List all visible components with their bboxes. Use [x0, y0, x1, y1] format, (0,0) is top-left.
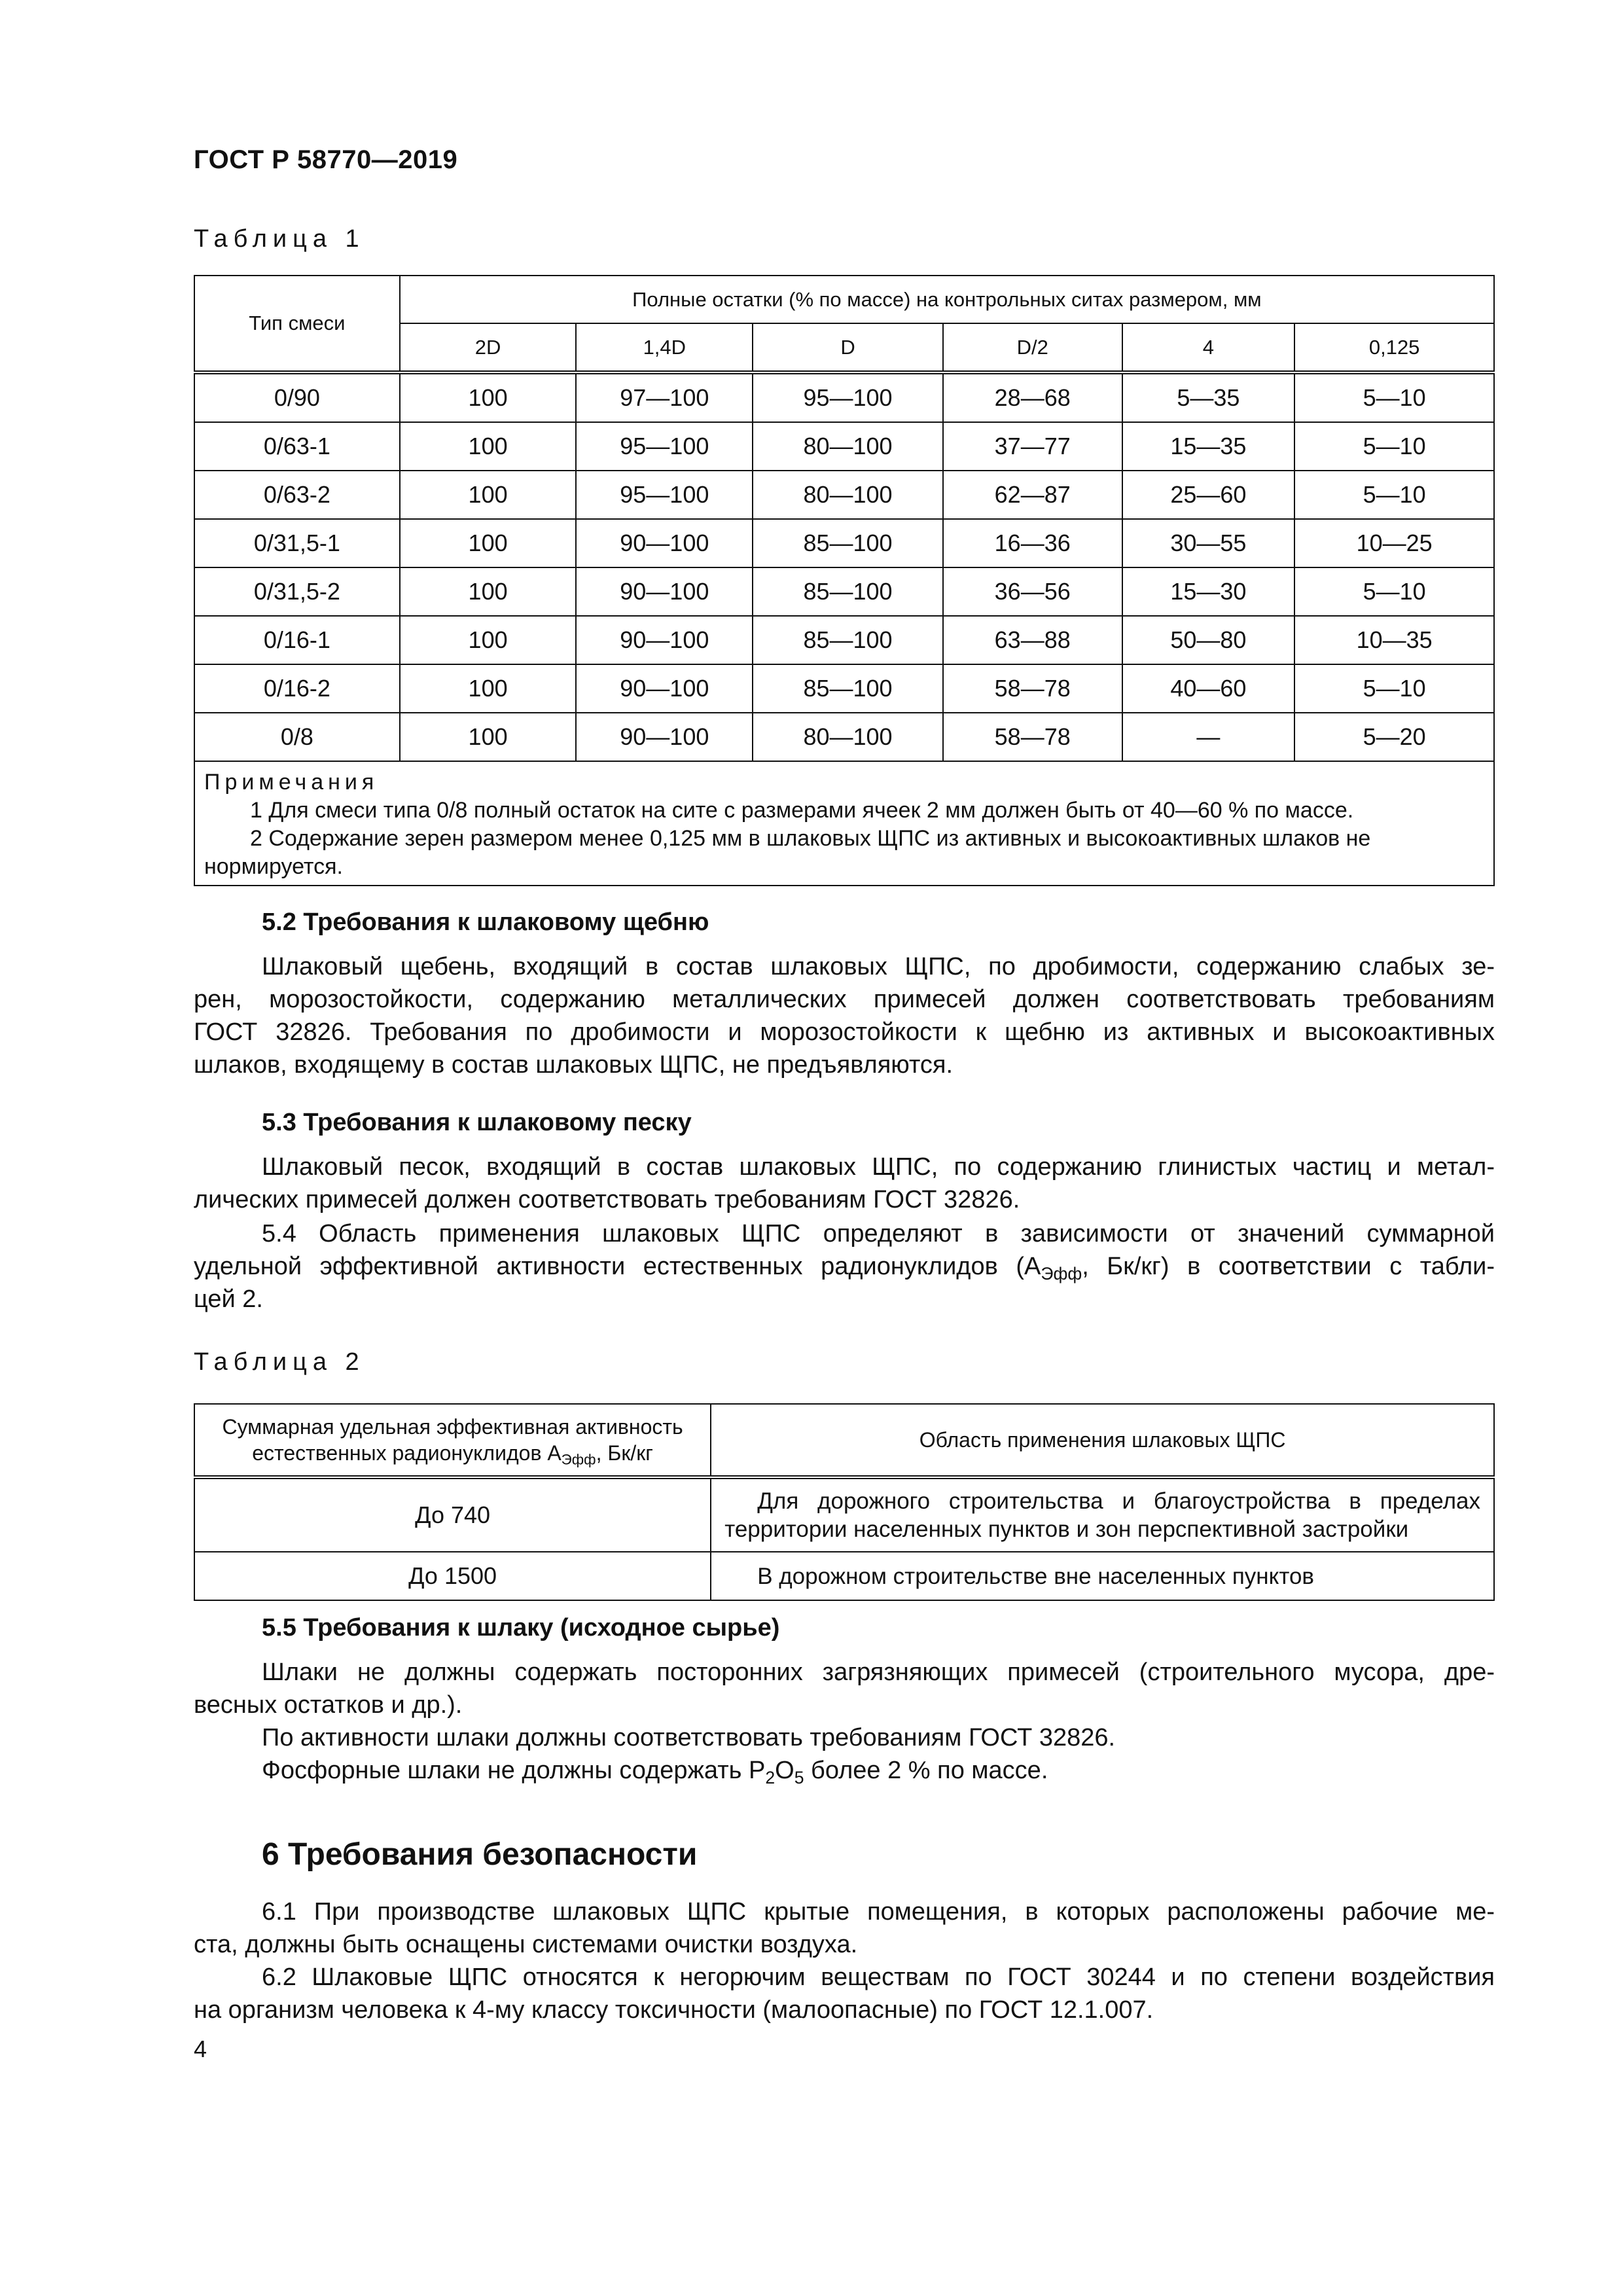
table-cell: 100: [400, 664, 577, 713]
paragraph-line: 5.4 Область применения шлаковых ЩПС определяют в зависимости от значений суммарной: [262, 1220, 1495, 1247]
table1-notes: [194, 761, 1494, 886]
table-cell-mix-type: 0/63-1: [194, 422, 400, 471]
paragraph-line: весных остатков и др.).: [194, 1691, 463, 1719]
table-cell: 30—55: [1122, 519, 1295, 567]
table-cell: 100: [400, 616, 577, 664]
col-header-application: Область применения шлаковых ЩПС: [711, 1404, 1494, 1477]
paragraph-line: Шлаковый песок, входящий в состав шлаковых ЩПС, по содержанию глинистых частиц и метал-: [262, 1153, 1495, 1181]
table-cell: 25—60: [1122, 471, 1295, 519]
table-cell-mix-type: 0/90: [194, 372, 400, 422]
table-cell-mix-type: 0/31,5-1: [194, 519, 400, 567]
table-cell-mix-type: 0/31,5-2: [194, 567, 400, 616]
table-row: [194, 519, 1494, 567]
table-cell: 80—100: [753, 713, 943, 761]
section-5-4-text: [194, 1217, 1495, 1316]
paragraph-line: на организм человека к 4-му классу токсичности (малоопасные) по ГОСТ 12.1.007.: [194, 1996, 1154, 2024]
table-row: [194, 422, 1494, 471]
table-cell: 97—100: [576, 372, 753, 422]
table-cell: 80—100: [753, 471, 943, 519]
paragraph-line: рен, морозостойкости, содержанию металлических примесей должен соответствовать требованиям: [194, 986, 1495, 1013]
table-cell: —: [1122, 713, 1295, 761]
table-cell: 5—10: [1294, 422, 1494, 471]
table-cell: 62—87: [943, 471, 1122, 519]
note-1: 1 Для смеси типа 0/8 полный остаток на сите с размерами ячеек 2 мм должен быть от 40—60 % по массе.: [250, 798, 1354, 823]
col-header-size: 2D: [400, 323, 577, 372]
section-5-5-text: [194, 1656, 1495, 1787]
table-cell: 100: [400, 422, 577, 471]
section-5-3-text: [194, 1151, 1495, 1216]
table-cell-activity: До 1500: [194, 1552, 711, 1600]
col-header-residues: Полные остатки (% по массе) на контрольных ситах размером, мм: [400, 276, 1494, 323]
col-header-size: 1,4D: [576, 323, 753, 372]
table-cell-mix-type: 0/8: [194, 713, 400, 761]
paragraph-line: лических примесей должен соответствовать требованиям ГОСТ 32826.: [194, 1186, 1020, 1213]
col-header-mix-type: Тип смеси: [194, 276, 400, 372]
paragraph-line: ГОСТ 32826. Требования по дробимости и морозостойкости к щебню из активных и высокоактивных: [194, 1018, 1495, 1046]
table-cell: 36—56: [943, 567, 1122, 616]
table-cell-mix-type: 0/16-1: [194, 616, 400, 664]
paragraph-line: Фосфорные шлаки не должны содержать $P_2O_5$ более 2 % по массе.: [262, 1757, 1048, 1787]
paragraph-line: 6.2 Шлаковые ЩПС относятся к негорючим веществам по ГОСТ 30244 и по степени воздействия: [262, 1964, 1495, 1991]
table-cell-application: Для дорожного строительства и благоустройства в пределах территории населенных пунктов и зон перспективной застройки: [711, 1477, 1494, 1552]
table-cell-application: В дорожном строительстве вне населенных пунктов: [711, 1552, 1494, 1600]
table-cell: 90—100: [576, 519, 753, 567]
table-cell: 50—80: [1122, 616, 1295, 664]
note-2-continued: нормируется.: [204, 854, 343, 879]
table-cell: 5—20: [1294, 713, 1494, 761]
table-cell: 90—100: [576, 664, 753, 713]
col-header-size: 0,125: [1294, 323, 1494, 372]
paragraph-line: ста, должны быть оснащены системами очистки воздуха.: [194, 1931, 858, 1958]
document-code: ГОСТ Р 58770—2019: [194, 145, 458, 174]
col-header-size: 4: [1122, 323, 1295, 372]
notes-title: Примечания: [204, 770, 379, 795]
table-cell: 5—10: [1294, 567, 1494, 616]
table-cell: 100: [400, 519, 577, 567]
table-cell: 16—36: [943, 519, 1122, 567]
table-row: [194, 471, 1494, 519]
table-cell: 95—100: [576, 422, 753, 471]
paragraph-line: Шлаковый щебень, входящий в состав шлаковых ЩПС, по дробимости, содержанию слабых зе-: [262, 953, 1495, 980]
section-6-title: 6 Требования безопасности: [262, 1837, 698, 1872]
table2-caption: Таблица 2: [194, 1348, 365, 1376]
paragraph-line: цей 2.: [194, 1285, 263, 1313]
table-cell: 15—35: [1122, 422, 1295, 471]
section-5-2-text: [194, 950, 1495, 1081]
table-row: [194, 713, 1494, 761]
section-6-text: [194, 1895, 1495, 2026]
table2: [194, 1403, 1495, 1601]
table-row: [194, 616, 1494, 664]
table-cell: 5—35: [1122, 372, 1295, 422]
table-cell: 28—68: [943, 372, 1122, 422]
table-cell: 37—77: [943, 422, 1122, 471]
table-cell: 58—78: [943, 713, 1122, 761]
table-cell-mix-type: 0/16-2: [194, 664, 400, 713]
table-cell-mix-type: 0/63-2: [194, 471, 400, 519]
paragraph-line: 6.1 При производстве шлаковых ЩПС крытые помещения, в которых расположены рабочие ме-: [262, 1898, 1495, 1926]
table-cell: 95—100: [753, 372, 943, 422]
table-cell: 90—100: [576, 713, 753, 761]
table-row: [194, 372, 1494, 422]
section-5-3-title: 5.3 Требования к шлаковому песку: [262, 1109, 692, 1136]
section-5-2-title: 5.2 Требования к шлаковому щебню: [262, 908, 709, 936]
col-header-activity: Суммарная удельная эффективная активность естественных радионуклидов $А_{Эфф}$, Бк/кг: [194, 1404, 711, 1477]
table-cell: 5—10: [1294, 471, 1494, 519]
section-5-5-title: 5.5 Требования к шлаку (исходное сырье): [262, 1614, 780, 1641]
col-header-size: D/2: [943, 323, 1122, 372]
table-cell: 85—100: [753, 616, 943, 664]
table-cell: 58—78: [943, 664, 1122, 713]
table-cell-activity: До 740: [194, 1477, 711, 1552]
table1-caption: Таблица 1: [194, 225, 365, 253]
table-cell: 40—60: [1122, 664, 1295, 713]
page-number: 4: [194, 2036, 207, 2062]
table-cell: 63—88: [943, 616, 1122, 664]
table-cell: 5—10: [1294, 372, 1494, 422]
table1: [194, 275, 1495, 886]
paragraph-line: удельной эффективной активности естественных радионуклидов ($А_{Эфф}$, Бк/кг) в соответствии с табли-: [194, 1253, 1495, 1283]
note-2: 2 Содержание зерен размером менее 0,125 мм в шлаковых ЩПС из активных и высокоактивных шлаков не: [250, 826, 1371, 851]
table-cell: 90—100: [576, 567, 753, 616]
table-cell: 100: [400, 567, 577, 616]
table-cell: 5—10: [1294, 664, 1494, 713]
table-cell: 85—100: [753, 567, 943, 616]
table-cell: 100: [400, 713, 577, 761]
table-cell: 90—100: [576, 616, 753, 664]
table-row: [194, 567, 1494, 616]
paragraph-line: шлаков, входящему в состав шлаковых ЩПС, не предъявляются.: [194, 1051, 954, 1079]
table-row: [194, 664, 1494, 713]
paragraph-line: По активности шлаки должны соответствовать требованиям ГОСТ 32826.: [262, 1724, 1116, 1751]
table-cell: 95—100: [576, 471, 753, 519]
table-cell: 10—35: [1294, 616, 1494, 664]
table-cell: 80—100: [753, 422, 943, 471]
table-cell: 100: [400, 372, 577, 422]
col-header-size: D: [753, 323, 943, 372]
table-cell: 15—30: [1122, 567, 1295, 616]
paragraph-line: Шлаки не должны содержать посторонних загрязняющих примесей (строительного мусора, дре-: [262, 1659, 1495, 1686]
table-cell: 100: [400, 471, 577, 519]
table-cell: 85—100: [753, 519, 943, 567]
table-cell: 85—100: [753, 664, 943, 713]
table-cell: 10—25: [1294, 519, 1494, 567]
